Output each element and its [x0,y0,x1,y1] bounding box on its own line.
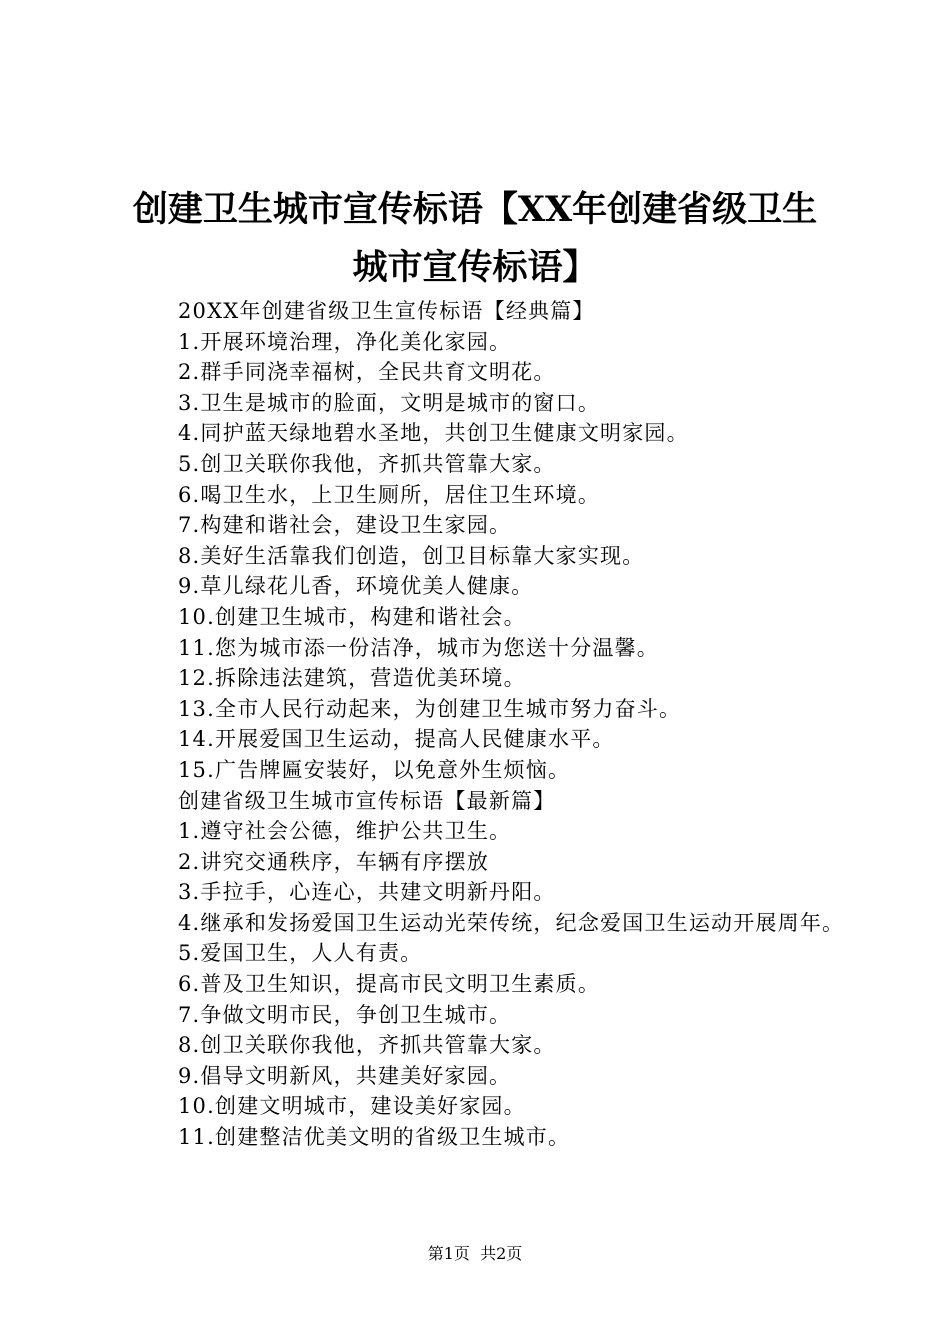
page-footer: 第1页 共2页 [427,1244,523,1263]
slogan-item: 13.全市人民行动起来，为创建卫生城市努力奋斗。 [178,696,682,721]
slogan-item: 7.争做文明市民，争创卫生城市。 [178,1002,512,1027]
slogan-item: 12.拆除违法建筑，营造优美环境。 [178,666,526,691]
slogan-item: 9.倡导文明新风，共建美好家园。 [178,1063,512,1088]
slogan-item: 3.卫生是城市的脸面，文明是城市的窗口。 [178,390,601,415]
slogan-item: 6.喝卫生水，上卫生厕所，居住卫生环境。 [178,482,601,507]
document-title-line-1: 创建卫生城市宣传标语【XX年创建省级卫生 [132,189,818,230]
slogan-item: 1.遵守社会公德，维护公共卫生。 [178,819,512,844]
slogan-item: 5.爱国卫生，人人有责。 [178,941,423,966]
slogan-item: 10.创建卫生城市，构建和谐社会。 [178,604,526,629]
slogan-item: 8.美好生活靠我们创造，创卫目标靠大家实现。 [178,543,645,568]
slogan-item: 15.广告牌匾安装好，以免意外生烦恼。 [178,757,571,782]
slogan-item: 1.开展环境治理，净化美化家园。 [178,329,512,354]
slogan-item: 2.讲究交通秩序，车辆有序摆放 [178,849,490,874]
section-heading-classic: 20XX年创建省级卫生宣传标语【经典篇】 [178,299,595,323]
slogan-item: 3.手拉手，心连心，共建文明新丹阳。 [178,880,556,905]
slogan-item: 11.创建整洁优美文明的省级卫生城市。 [178,1125,571,1150]
slogan-item: 2.群手同浇幸福树，全民共育文明花。 [178,360,556,385]
document-body [130,296,850,1153]
slogan-item: 6.普及卫生知识，提高市民文明卫生素质。 [178,972,601,997]
document-title-line-2: 城市宣传标语】 [352,247,598,288]
slogan-item: 4.同护蓝天绿地碧水圣地，共创卫生健康文明家园。 [178,421,689,446]
slogan-item: 14.开展爱国卫生运动，提高人民健康水平。 [178,727,615,752]
slogan-item: 8.创卫关联你我他，齐抓共管靠大家。 [178,1033,556,1058]
slogan-item: 5.创卫关联你我他，齐抓共管靠大家。 [178,451,556,476]
slogan-item: 10.创建文明城市，建设美好家园。 [178,1094,526,1119]
slogan-item: 7.构建和谐社会，建设卫生家园。 [178,513,512,538]
slogan-item: 9.草儿绿花儿香，环境优美人健康。 [178,574,534,599]
section-heading-latest: 创建省级卫生城市宣传标语【最新篇】 [178,788,556,813]
slogan-item: 4.继承和发扬爱国卫生运动光荣传统，纪念爱国卫生运动开展周年。 [178,910,845,935]
slogan-item: 11.您为城市添一份洁净，城市为您送十分温馨。 [178,635,659,660]
